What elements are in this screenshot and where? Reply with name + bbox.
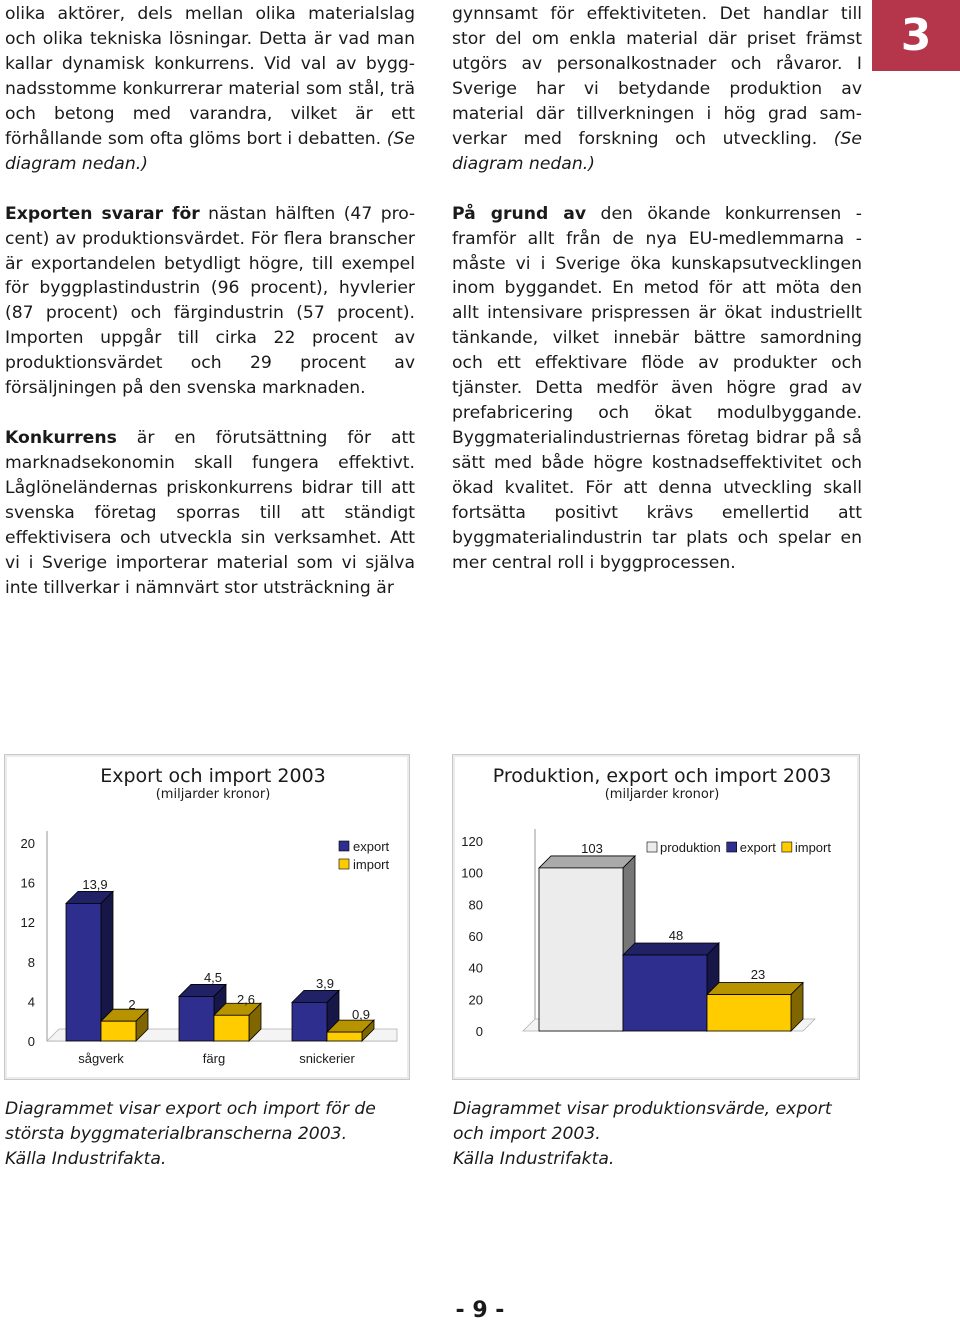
- y-tick-label: 80: [468, 897, 483, 913]
- y-tick-label: 100: [461, 865, 483, 881]
- y-tick-label: 8: [27, 954, 35, 970]
- bar-front-face: [179, 996, 214, 1041]
- legend-label: export: [739, 840, 776, 855]
- legend-label: import: [794, 840, 831, 855]
- paragraph-competition-intro: [5, 2, 415, 177]
- legend-label: import: [353, 857, 390, 872]
- bar-produktion: [539, 856, 635, 1031]
- chart-title: Produktion, export och import 2003: [492, 765, 832, 787]
- paragraph-text: nästan hälften (47 procent) av produktionsvärdet. För flera branscher är exportandelen betydligt högre, till exempel för byggplastindustrin (96 procent), hyvlerier (87 procent) och färgindustrin (57 procent). Importen uppgår till cirka 22 procent av produktionsvärdet och 29 procent av försäljningen på den svenska marknaden.: [5, 203, 416, 399]
- paragraph-efficiency: [452, 2, 862, 177]
- bar-front-face: [101, 1021, 136, 1041]
- paragraph-export: [5, 202, 415, 402]
- legend-swatch: [339, 841, 349, 851]
- bar-top-face: [623, 943, 719, 955]
- right-text-column: [452, 2, 862, 576]
- y-tick-label: 20: [468, 992, 483, 1008]
- bar-front-face: [539, 868, 623, 1031]
- legend-swatch: [782, 842, 792, 852]
- data-label: 23: [750, 967, 766, 982]
- bar-top-face: [539, 856, 635, 868]
- bar-top-face: [707, 983, 803, 995]
- chart-production-export-import: [452, 754, 860, 1080]
- chart-subtitle: (miljarder kronor): [155, 787, 271, 802]
- caption-line: och import 2003.: [453, 1124, 601, 1144]
- paragraph-text: är en förutsättning för att marknadsekonomin skall fungera effektivt. Låglöneländernas priskonkurrens bidrar till att svenska företag sporras till att ständigt effektivisera och utveckla sin verksamhet. Att vi i Sverige importerar material som vi själva inte tillverkar i nämnvärt stor utsträckning är: [5, 428, 416, 598]
- bar-import: [707, 983, 803, 1031]
- data-label: 4,5: [203, 970, 223, 985]
- paragraph-lead: Exporten svarar för: [5, 203, 200, 224]
- chart-plot: [5, 755, 409, 1079]
- data-label: 13,9: [82, 877, 108, 892]
- caption-line: största byggmaterialbranscherna 2003.: [5, 1124, 348, 1144]
- y-tick-label: 0: [27, 1034, 35, 1049]
- x-tick-label: sågverk: [78, 1051, 124, 1066]
- data-label: 103: [581, 841, 603, 856]
- diagram-reference: (Se diagram nedan.): [452, 128, 862, 174]
- left-text-column: [5, 2, 415, 601]
- y-tick-label: 4: [27, 994, 35, 1010]
- data-label: 3,9: [315, 976, 335, 991]
- bar-front-face: [214, 1015, 249, 1041]
- paragraph-text: den ökande konkurrensen - framför allt från de nya EU-medlemmarna - måste vi i Sverige öka kunskapsutvecklingen inom byggandet. En metod för att möta den allt intensivare prispressen är ökat industriellt tänkande, vilket innebär bättre samordning och ett effektivare flöde av produkter och tjänster. Detta medför även högre grad av prefabricering och ökat modulbyggande. Byggmaterialindustriernas företag bidrar på så sätt med både högre kostnadseffektivitet och ökad kvalitet. För att denna utveckling skall fortsätta positivt krävs emellertid att byggmaterialindustrin tar plats och spelar en mer central roll i byggprocessen.: [452, 203, 862, 573]
- legend-label: produktion: [660, 840, 721, 855]
- diagram-reference: (Se diagram nedan.): [5, 128, 415, 174]
- paragraph-text: olika aktörer, dels mellan olika materialslag och olika tekniska lösningar. Detta är vad man kallar dynamisk konkurrens. Vid val av byggnadsstomme konkurrerar material som stål, trä och betong med varandra, vilket är ett förhållande som ofta glöms bort i debatten.: [5, 4, 415, 149]
- x-tick-label: snickerier: [299, 1051, 355, 1066]
- paragraph-lead: Konkurrens: [5, 428, 117, 449]
- bar-front-face: [327, 1032, 362, 1041]
- bar-export: [623, 943, 719, 1031]
- legend-swatch: [339, 859, 349, 869]
- y-tick-label: 20: [20, 836, 35, 851]
- y-tick-label: 16: [20, 875, 35, 891]
- y-tick-label: 12: [20, 915, 35, 931]
- chapter-badge: 3: [872, 0, 960, 71]
- bar-import: [214, 1003, 261, 1041]
- chart-plot: [453, 755, 859, 1079]
- caption-line: Källa Industrifakta.: [5, 1149, 167, 1169]
- chart-subtitle: (miljarder kronor): [604, 787, 720, 802]
- caption-right: [453, 1097, 863, 1172]
- y-tick-label: 40: [468, 960, 483, 976]
- caption-line: Källa Industrifakta.: [453, 1149, 615, 1169]
- chart-export-import: [4, 754, 410, 1080]
- legend-label: export: [353, 839, 390, 854]
- paragraph-eu-competition: [452, 202, 862, 576]
- caption-line: Diagrammet visar produktionsvärde, export: [453, 1099, 832, 1119]
- data-label: 48: [668, 928, 684, 943]
- legend-swatch: [727, 842, 737, 852]
- page-number: - 9 -: [455, 1298, 505, 1323]
- chart-title: Export och import 2003: [100, 765, 326, 787]
- data-label: 2,6: [236, 992, 256, 1007]
- caption-left: [5, 1097, 415, 1172]
- bar-front-face: [292, 1002, 327, 1041]
- data-label: 0,9: [351, 1007, 371, 1022]
- data-label: 2: [128, 997, 136, 1012]
- bar-front-face: [623, 955, 707, 1031]
- paragraph-konkurrens: [5, 426, 415, 601]
- paragraph-text: gynnsamt för effektiviteten. Det handlar till stor del om enkla material där priset främst utgörs av personalkostnader och råvaror. I Sverige har vi betydande produktion av material där tillverkningen i hög grad samverkar med forskning och utveckling.: [452, 4, 862, 149]
- paragraph-lead: På grund av: [452, 203, 587, 224]
- y-tick-label: 60: [468, 929, 483, 944]
- bar-front-face: [707, 995, 791, 1031]
- y-tick-label: 0: [475, 1024, 483, 1039]
- x-tick-label: färg: [202, 1051, 226, 1066]
- legend-swatch: [647, 842, 657, 852]
- bar-import: [101, 1009, 148, 1041]
- caption-line: Diagrammet visar export och import för de: [5, 1099, 376, 1119]
- bar-front-face: [66, 903, 101, 1041]
- y-tick-label: 120: [461, 834, 483, 849]
